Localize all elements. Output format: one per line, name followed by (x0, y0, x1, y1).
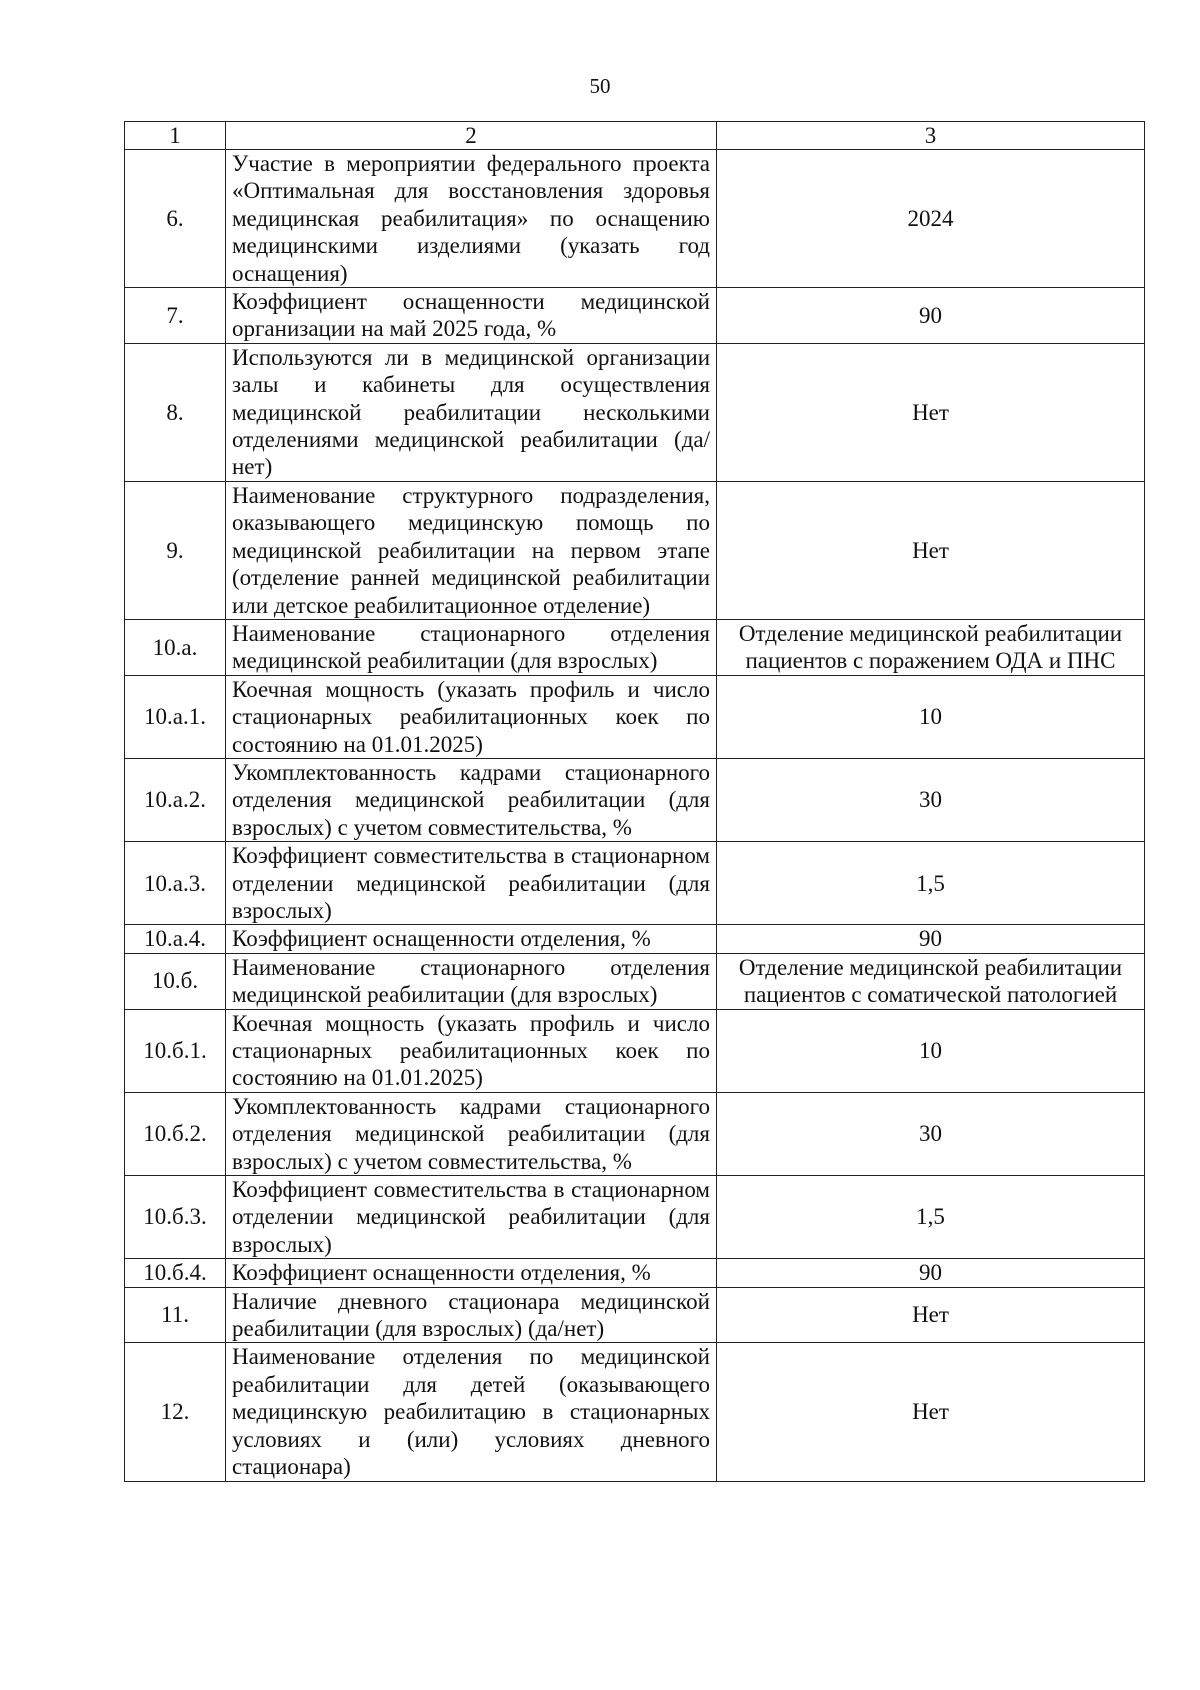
row-number: 11. (125, 1287, 226, 1343)
row-description: Укомплектованность кадрами стационарного отделения медицинской реабилитации (для взрослых) с учетом совместительства, % (226, 758, 717, 841)
table-row (125, 288, 1145, 344)
page-number: 50 (589, 74, 611, 98)
table-row (125, 1009, 1145, 1092)
row-description: Наименование стационарного отделения медицинской реабилитации (для взрослых) (226, 953, 717, 1009)
row-description: Наличие дневного стационара медицинской реабилитации (для взрослых) (да/нет) (226, 1287, 717, 1343)
row-value: Отделение медицинской реабилитации пациентов с соматической патологией (717, 953, 1145, 1009)
row-value: Нет (717, 1287, 1145, 1343)
row-number: 6. (125, 150, 226, 288)
row-value: 10 (717, 675, 1145, 758)
table-header-row (125, 122, 1145, 150)
row-number: 10.б. (125, 953, 226, 1009)
table-row (125, 758, 1145, 841)
row-number: 9. (125, 481, 226, 619)
row-value: Нет (717, 481, 1145, 619)
row-value: 90 (717, 1259, 1145, 1287)
row-number: 7. (125, 288, 226, 344)
row-number: 8. (125, 343, 226, 481)
row-value: 1,5 (717, 842, 1145, 925)
row-description: Коечная мощность (указать профиль и число стационарных реабилитационных коек по состоянию на 01.01.2025) (226, 675, 717, 758)
row-description: Коэффициент оснащенности отделения, % (226, 925, 717, 953)
row-number: 12. (125, 1343, 226, 1481)
table-row (125, 675, 1145, 758)
row-description: Участие в мероприятии федерального проекта «Оптимальная для восстановления здоровья медицинская реабилитация» по оснащению медицинскими изделиями (указать год оснащения) (226, 150, 717, 288)
row-value: 2024 (717, 150, 1145, 288)
row-number: 10.б.4. (125, 1259, 226, 1287)
row-value: 90 (717, 288, 1145, 344)
header-col-2: 2 (226, 122, 717, 150)
row-description: Коэффициент совместительства в стационарном отделении медицинской реабилитации (для взрослых) (226, 1176, 717, 1259)
table-row (125, 619, 1145, 675)
table-row (125, 1343, 1145, 1481)
row-value: 10 (717, 1009, 1145, 1092)
row-number: 10.а.1. (125, 675, 226, 758)
row-number: 10.а.4. (125, 925, 226, 953)
row-description: Коэффициент оснащенности отделения, % (226, 1259, 717, 1287)
table-row (125, 343, 1145, 481)
header-col-3: 3 (717, 122, 1145, 150)
row-description: Коечная мощность (указать профиль и число стационарных реабилитационных коек по состоянию на 01.01.2025) (226, 1009, 717, 1092)
row-description: Используются ли в медицинской организации залы и кабинеты для осуществления медицинской реабилитации несколькими отделениями медицинской реабилитации (да/нет) (226, 343, 717, 481)
row-number: 10.б.1. (125, 1009, 226, 1092)
row-number: 10.а.3. (125, 842, 226, 925)
header-col-1: 1 (125, 122, 226, 150)
row-description: Наименование стационарного отделения медицинской реабилитации (для взрослых) (226, 619, 717, 675)
table-row (125, 1176, 1145, 1259)
row-value: Отделение медицинской реабилитации пациентов с поражением ОДА и ПНС (717, 619, 1145, 675)
table-row (125, 1092, 1145, 1175)
row-value: 30 (717, 758, 1145, 841)
row-description: Коэффициент оснащенности медицинской организации на май 2025 года, % (226, 288, 717, 344)
row-number: 10.б.2. (125, 1092, 226, 1175)
table-row (125, 925, 1145, 953)
table-row (125, 953, 1145, 1009)
indicators-table (124, 121, 1145, 1482)
row-number: 10.а. (125, 619, 226, 675)
row-value: Нет (717, 343, 1145, 481)
row-number: 10.а.2. (125, 758, 226, 841)
row-value: 90 (717, 925, 1145, 953)
table-row (125, 481, 1145, 619)
row-description: Коэффициент совместительства в стационарном отделении медицинской реабилитации (для взрослых) (226, 842, 717, 925)
table-row (125, 150, 1145, 288)
row-number: 10.б.3. (125, 1176, 226, 1259)
row-value: 30 (717, 1092, 1145, 1175)
row-value: 1,5 (717, 1176, 1145, 1259)
row-value: Нет (717, 1343, 1145, 1481)
table-row (125, 1287, 1145, 1343)
table-row (125, 842, 1145, 925)
table-row (125, 1259, 1145, 1287)
row-description: Наименование структурного подразделения, оказывающего медицинскую помощь по медицинской реабилитации на первом этапе (отделение ранней медицинской реабилитации или детское реабилитационное отделение) (226, 481, 717, 619)
row-description: Укомплектованность кадрами стационарного отделения медицинской реабилитации (для взрослых) с учетом совместительства, % (226, 1092, 717, 1175)
row-description: Наименование отделения по медицинской реабилитации для детей (оказывающего медицинскую реабилитацию в стационарных условиях и (или) условиях дневного стационара) (226, 1343, 717, 1481)
